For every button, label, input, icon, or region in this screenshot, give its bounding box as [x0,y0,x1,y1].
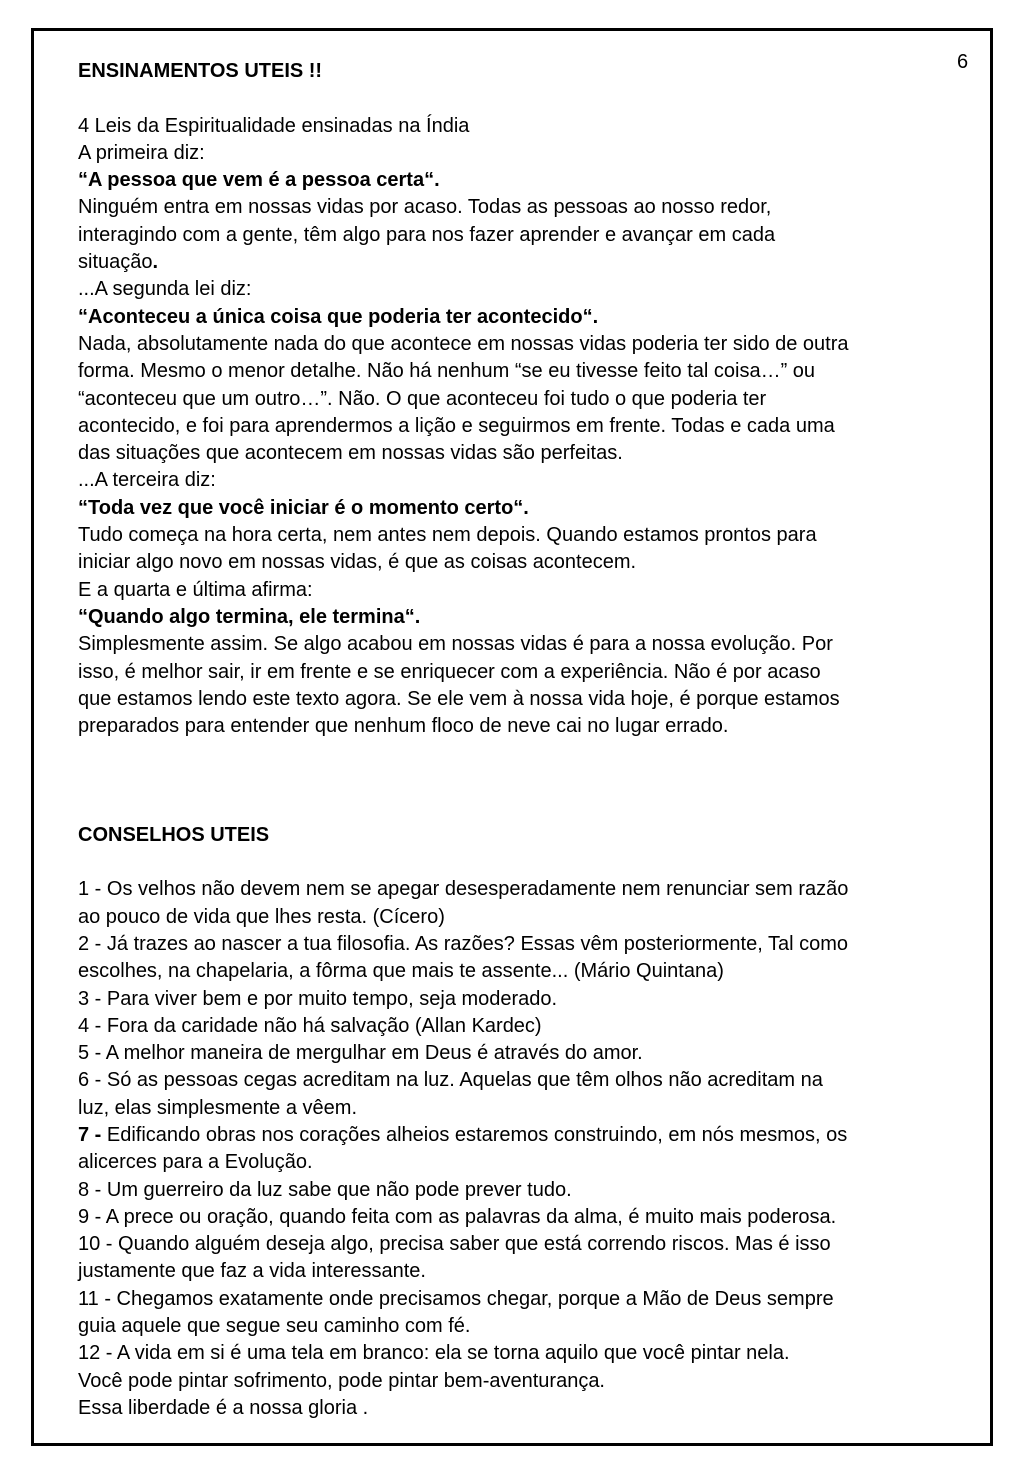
advice-line [78,1340,963,1367]
paragraph-line [78,167,963,194]
paragraph-line [78,358,963,385]
advice-line [78,1231,963,1258]
advice-line [78,1258,963,1285]
line-text: luz, elas simplesmente a vêem. [78,1096,358,1119]
paragraph-line [78,659,963,686]
line-text: das situações que acontecem em nossas vidas são perfeitas. [78,442,623,465]
advice-line [78,1149,963,1176]
line-text: interagindo com a gente, têm algo para nos fazer aprender e avançar em cada [78,223,776,246]
paragraph-line [78,331,963,358]
line-text: que estamos lendo este texto agora. Se ele vem à nossa vida hoje, é porque estamos [78,687,840,710]
advice-line [78,1095,963,1122]
line-text: Ninguém entra em nossas vidas por acaso. Todas as pessoas ao nosso redor, [78,196,772,219]
advice-line [78,1368,963,1395]
paragraph-line [78,386,963,413]
paragraph-line [78,194,963,221]
spacer [78,85,963,112]
line-text: Nada, absolutamente nada do que acontece em nossas vidas poderia ter sido de outra [78,332,849,355]
advice-line [78,1204,963,1231]
paragraph-line [78,549,963,576]
ensinamentos-text [78,113,963,741]
line-text: ao pouco de vida que lhes resta. (Cícero) [78,905,445,928]
paragraph-line [78,522,963,549]
line-text: “Aconteceu a única coisa que poderia ter acontecido“. [78,305,599,328]
line-text: 12 - A vida em si é uma tela em branco: ela se torna aquilo que você pintar nela. [78,1342,790,1365]
advice-line [78,1395,963,1422]
line-text: 5 - A melhor maneira de mergulhar em Deus é através do amor. [78,1042,643,1065]
advice-line [78,1122,963,1149]
paragraph-line [78,222,963,249]
paragraph-line [78,113,963,140]
paragraph-line [78,713,963,740]
spacer [78,740,963,794]
line-text: escolhes, na chapelaria, a fôrma que mais te assente... (Mário Quintana) [78,960,724,983]
line-text: Tudo começa na hora certa, nem antes nem depois. Quando estamos prontos para [78,524,817,547]
line-text: iniciar algo novo em nossas vidas, é que as coisas acontecem. [78,551,637,574]
line-text: 2 - Já trazes ao nascer a tua filosofia. As razões? Essas vêm posteriormente, Tal como [78,932,848,955]
line-text: ...A segunda lei diz: [78,278,252,301]
line-text: 4 - Fora da caridade não há salvação (Allan Kardec) [78,1014,542,1037]
line-text: forma. Mesmo o menor detalhe. Não há nenhum “se eu tivesse feito tal coisa…” ou [78,360,816,383]
paragraph-line [78,276,963,303]
paragraph-line [78,495,963,522]
line-text: 9 - A prece ou oração, quando feita com as palavras da alma, é muito mais poderosa. [78,1205,837,1228]
line-text: 6 - Só as pessoas cegas acreditam na luz. Aquelas que têm olhos não acreditam na [78,1069,823,1092]
line-text: A primeira diz: [78,141,205,164]
paragraph-line [78,249,963,276]
paragraph-line [78,440,963,467]
paragraph-line [78,631,963,658]
line-text: alicerces para a Evolução. [78,1151,313,1174]
line-text: isso, é melhor sair, ir em frente e se enriquecer com a experiência. Não é por acaso [78,660,821,683]
section-title-conselhos: CONSELHOS UTEIS [78,823,270,846]
advice-line [78,1177,963,1204]
page-number: 6 [957,51,969,73]
line-text: “Quando algo termina, ele termina“. [78,605,421,628]
line-text: 11 - Chegamos exatamente onde precisamos chegar, porque a Mão de Deus sempre [78,1287,834,1310]
line-text: Simplesmente assim. Se algo acabou em nossas vidas é para a nossa evolução. Por [78,633,833,656]
spacer [78,849,963,876]
line-text: ...A terceira diz: [78,469,216,492]
advice-line [78,1040,963,1067]
line-text: 4 Leis da Espiritualidade ensinadas na Índia [78,114,470,137]
paragraph-line [78,577,963,604]
advice-line [78,1286,963,1313]
line-text: justamente que faz a vida interessante. [78,1260,426,1283]
paragraph-line [78,604,963,631]
section-title-ensinamentos: ENSINAMENTOS UTEIS !! [78,60,323,82]
paragraph-line [78,467,963,494]
line-text: 10 - Quando alguém deseja algo, precisa saber que está correndo riscos. Mas é isso [78,1233,831,1256]
advice-line [78,904,963,931]
line-text: “A pessoa que vem é a pessoa certa“. [78,169,440,192]
line-tail: . [152,251,159,274]
line-text: 3 - Para viver bem e por muito tempo, seja moderado. [78,987,558,1010]
line-text: acontecido, e foi para aprendermos a lição e seguirmos em frente. Todas e cada uma [78,414,835,437]
line-text: “Toda vez que você iniciar é o momento certo“. [78,496,529,519]
item-number: 7 - [78,1123,102,1146]
advice-line [78,986,963,1013]
advice-line [78,1067,963,1094]
conselhos-list [78,876,963,1422]
advice-line [78,876,963,903]
advice-line [78,931,963,958]
paragraph-line [78,304,963,331]
line-text: 1 - Os velhos não devem nem se apegar desesperadamente nem renunciar sem razão [78,878,849,901]
advice-line [78,958,963,985]
line-text: E a quarta e última afirma: [78,578,313,601]
line-text: “aconteceu que um outro…”. Não. O que aconteceu foi tudo o que poderia ter [78,387,767,410]
line-text: 8 - Um guerreiro da luz sabe que não pode prever tudo. [78,1178,572,1201]
advice-line [78,1013,963,1040]
line-text: Você pode pintar sofrimento, pode pintar bem-aventurança. [78,1369,605,1392]
paragraph-line [78,413,963,440]
line-text: guia aquele que segue seu caminho com fé. [78,1315,471,1338]
line-text: Essa liberdade é a nossa gloria . [78,1396,369,1419]
advice-line [78,1313,963,1340]
line-text: preparados para entender que nenhum floco de neve cai no lugar errado. [78,715,729,738]
line-text: Edificando obras nos corações alheios estaremos construindo, em nós mesmos, os [101,1123,848,1146]
paragraph-line [78,140,963,167]
document-body [78,58,963,1422]
spacer [78,794,963,821]
line-text: situação [78,251,153,274]
paragraph-line [78,686,963,713]
